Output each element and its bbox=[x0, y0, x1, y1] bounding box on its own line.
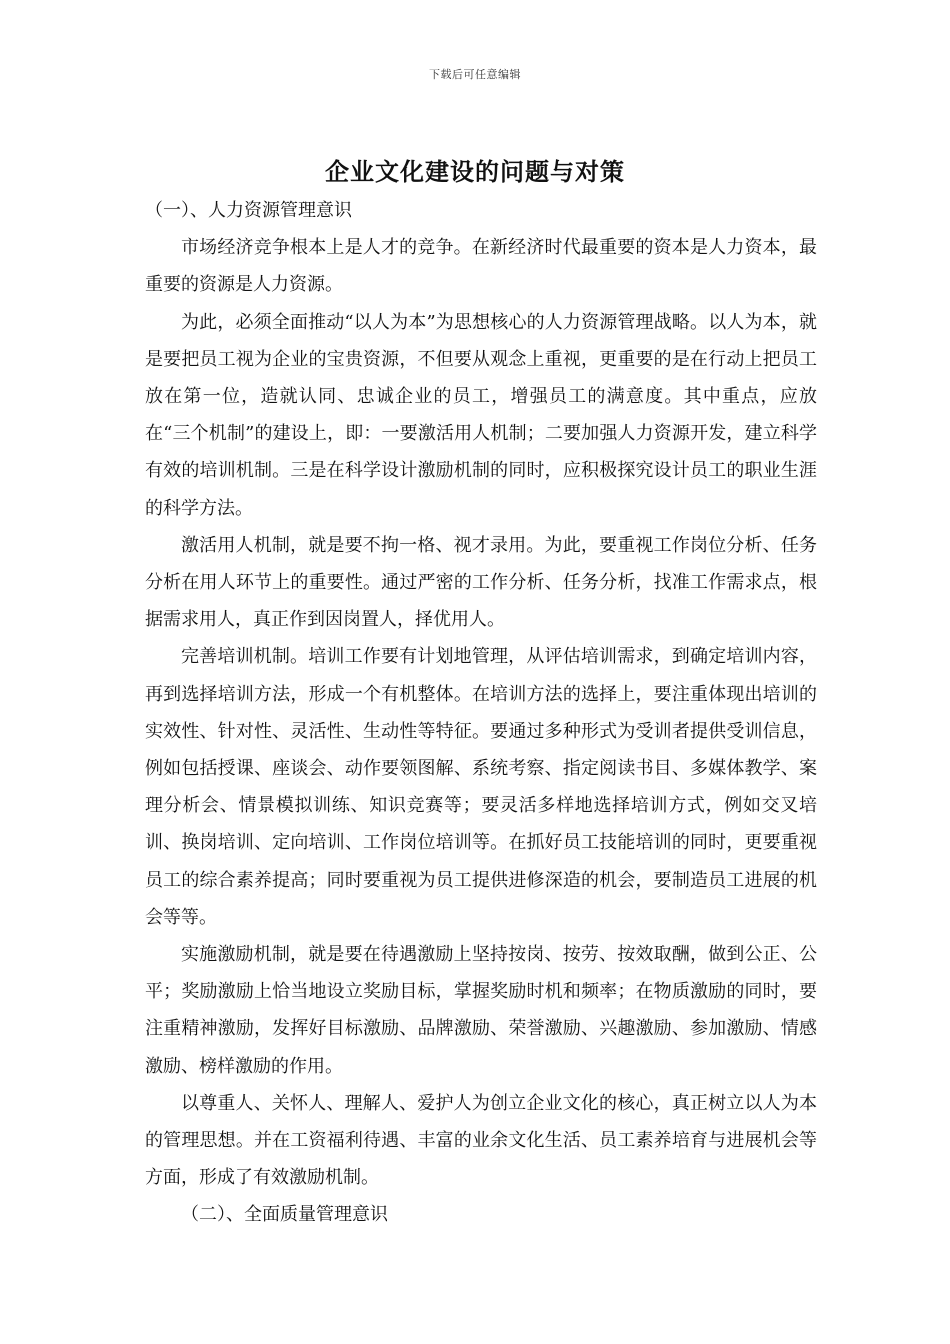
header-note: 下载后可任意编辑 bbox=[429, 68, 521, 81]
paragraph-corporate-culture-core: 以尊重人、关怀人、理解人、爱护人为创立企业文化的核心，真正树立以人为本的管理思想。并在工资福利待遇、丰富的业余文化生活、员工素养培育与进展机会等方面，形成了有效激励机制。 bbox=[145, 1092, 817, 1189]
section-heading-hr: （一）、人力资源管理意识 bbox=[145, 200, 352, 221]
paragraph-talent-competition: 市场经济竞争根本上是人才的竞争。在新经济时代最重要的资本是人力资本，最重要的资源是人力资源。 bbox=[145, 237, 817, 296]
paragraph-incentive-mechanism: 实施激励机制，就是要在待遇激励上坚持按岗、按劳、按效取酬，做到公正、公平；奖励激励上恰当地设立奖励目标，掌握奖励时机和频率；在物质激励的同时，要注重精神激励，发挥好目标激励、品牌激励、荣誉激励、兴趣激励、参加激励、情感激励、榜样激励的作用。 bbox=[145, 944, 817, 1077]
document-title: 企业文化建设的问题与对策 bbox=[325, 157, 625, 186]
document-body bbox=[145, 192, 817, 1234]
paragraph-training-mechanism: 完善培训机制。培训工作要有计划地管理，从评估培训需求，到确定培训内容，再到选择培训方法，形成一个有机整体。在培训方法的选择上，要注重体现出培训的实效性、针对性、灵活性、生动性等特征。要通过多种形式为受训者提供受训信息，例如包括授课、座谈会、动作要领图解、系统考察、指定阅读书目、多媒体教学、案理分析会、情景模拟训练、知识竞赛等；要灵活多样地选择培训方式，例如交叉培训、换岗培训、定向培训、工作岗位培训等。在抓好员工技能培训的同时，更要重视员工的综合素养提高；同时要重视为员工提供进修深造的机会，要制造员工进展的机会等等。 bbox=[145, 646, 817, 928]
paragraph-employment-mechanism: 激活用人机制，就是要不拘一格、视才录用。为此，要重视工作岗位分析、任务分析在用人环节上的重要性。通过严密的工作分析、任务分析，找准工作需求点，根据需求用人，真正作到因岗置人，择优用人。 bbox=[145, 534, 817, 631]
section-heading-quality: （二）、全面质量管理意识 bbox=[181, 1204, 388, 1226]
paragraph-people-oriented: 为此，必须全面推动“以人为本”为思想核心的人力资源管理战略。以人为本，就是要把员工视为企业的宝贵资源，不但要从观念上重视，更重要的是在行动上把员工放在第一位，造就认同、忠诚企业的员工，增强员工的满意度。其中重点，应放在“三个机制”的建设上，即：一要激活用人机制；二要加强人力资源开发，建立科学有效的培训机制。三是在科学设计激励机制的同时，应积极探究设计员工的职业生涯的科学方法。 bbox=[145, 311, 817, 519]
